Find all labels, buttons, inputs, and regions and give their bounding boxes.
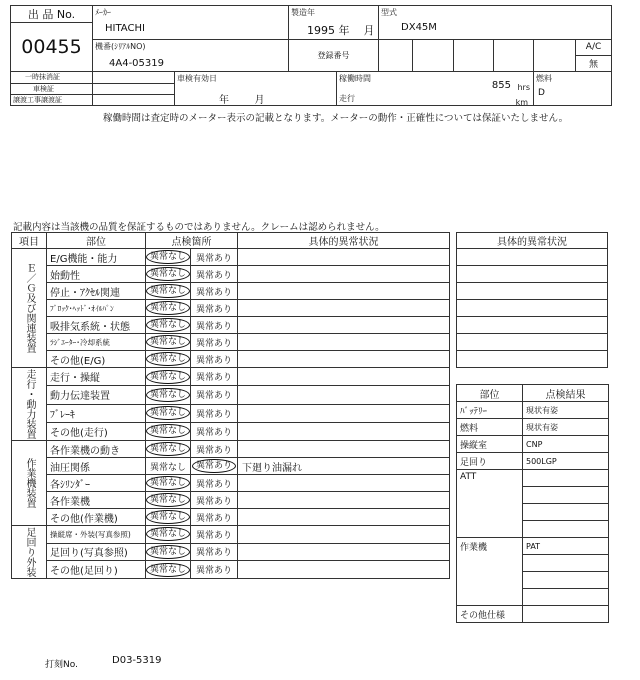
status-abnormal: 異常あり xyxy=(195,530,232,541)
status-abnormal: 異常あり xyxy=(195,548,232,559)
vehicle-cert-label: 車検証 xyxy=(11,83,93,94)
serial-value: 4A4-05319 xyxy=(109,57,164,69)
status-normal-cell xyxy=(146,526,191,544)
col-item: 項目 xyxy=(12,233,47,249)
status-abnormal-cell xyxy=(191,561,238,579)
model-label: 型式 xyxy=(381,8,398,17)
result-value: CNP xyxy=(523,436,609,453)
detail-text xyxy=(238,509,450,526)
status-abnormal: 異常あり xyxy=(195,253,232,264)
maker-cell xyxy=(93,6,289,40)
status-abnormal-cell xyxy=(191,422,238,440)
part-name: その他(足回り) xyxy=(47,561,146,579)
status-normal: 異常なし xyxy=(146,510,190,524)
result-part: ﾊﾞｯﾃﾘｰ xyxy=(457,402,523,419)
att-row xyxy=(523,504,609,521)
result-row xyxy=(457,419,609,436)
status-normal-cell xyxy=(146,300,191,317)
serial-cell xyxy=(93,39,289,72)
status-normal: 異常なし xyxy=(146,267,190,281)
inspection-table xyxy=(11,232,450,579)
detail-text xyxy=(238,317,450,334)
detail-text xyxy=(238,543,450,561)
part-name: ﾗｼﾞｴｰﾀｰ･冷却系統 xyxy=(47,334,146,351)
registration-label: 登録番号 xyxy=(289,39,379,72)
registration-box-2 xyxy=(413,39,454,72)
status-abnormal: 異常あり xyxy=(195,566,232,577)
inspection-label: 車検有効日 xyxy=(177,74,217,84)
inspection-row xyxy=(12,543,450,561)
lot-label: 出 品 No. xyxy=(11,6,93,23)
status-abnormal: 異常あり xyxy=(195,427,232,438)
att-row xyxy=(523,487,609,504)
status-abnormal-cell xyxy=(191,249,238,266)
year-value: 1995 年 月 xyxy=(307,24,375,37)
inspection-row xyxy=(12,317,450,334)
detail-text xyxy=(238,368,450,386)
inspection-row xyxy=(12,492,450,509)
temp-cert-box xyxy=(93,72,175,83)
result-value: 500LGP xyxy=(523,453,609,470)
att-row xyxy=(523,521,609,538)
inspection-row xyxy=(12,404,450,422)
stamp-label: 打刻No. xyxy=(45,660,78,670)
vehicle-cert-box xyxy=(93,83,175,94)
work-row xyxy=(523,572,609,589)
temp-cert-label: 一時抹消証 xyxy=(11,72,93,83)
work-row xyxy=(523,589,609,606)
results-table xyxy=(456,384,609,623)
transfer-cert-label: 譲渡工事譲渡証 xyxy=(11,94,93,105)
status-abnormal: 異常あり xyxy=(192,459,236,473)
maker-value: HITACHI xyxy=(105,23,145,34)
status-normal-cell xyxy=(146,404,191,422)
status-abnormal: 異常あり xyxy=(195,321,232,332)
status-normal: 異常なし xyxy=(146,352,190,366)
status-abnormal: 異常あり xyxy=(195,409,232,420)
status-abnormal: 異常あり xyxy=(195,287,232,298)
inspection-row xyxy=(12,441,450,458)
status-normal-cell xyxy=(146,334,191,351)
result-value: 現状有姿 xyxy=(523,419,609,436)
part-name: その他(走行) xyxy=(47,422,146,440)
status-normal: 異常なし xyxy=(146,370,190,384)
status-abnormal: 異常あり xyxy=(195,270,232,281)
inspection-row xyxy=(12,351,450,368)
registration-box-5 xyxy=(534,39,576,72)
status-abnormal-cell xyxy=(191,526,238,544)
status-normal-cell xyxy=(146,543,191,561)
model-cell xyxy=(379,6,612,40)
side-detail-row xyxy=(457,266,608,283)
status-normal-cell xyxy=(146,422,191,440)
result-part: 足回り xyxy=(457,453,523,470)
side-detail-row xyxy=(457,351,608,368)
status-abnormal-cell xyxy=(191,386,238,404)
status-normal-cell xyxy=(146,351,191,368)
status-abnormal-cell xyxy=(191,543,238,561)
detail-text xyxy=(238,422,450,440)
status-abnormal-cell xyxy=(191,368,238,386)
result-row xyxy=(457,402,609,419)
work-row: PAT xyxy=(523,538,609,555)
inspection-row xyxy=(12,526,450,544)
detail-text xyxy=(238,404,450,422)
work-label: 作業機 xyxy=(457,538,523,606)
result-row xyxy=(457,453,609,470)
inspection-row xyxy=(12,249,450,266)
detail-text xyxy=(238,386,450,404)
status-abnormal-cell xyxy=(191,492,238,509)
status-normal: 異常なし xyxy=(146,476,190,490)
status-abnormal-cell xyxy=(191,441,238,458)
result-part: 燃料 xyxy=(457,419,523,436)
status-normal: 異常なし xyxy=(146,406,190,420)
status-abnormal-cell xyxy=(191,458,238,475)
detail-text xyxy=(238,283,450,300)
group-label: 作業機装置 xyxy=(12,441,47,526)
inspection-row xyxy=(12,300,450,317)
hours-cell xyxy=(337,72,534,106)
status-normal-cell xyxy=(146,475,191,492)
fuel-label: 燃料 xyxy=(536,74,553,84)
header-table xyxy=(10,5,612,106)
status-abnormal-cell xyxy=(191,283,238,300)
other-spec-value xyxy=(523,606,609,623)
results-col-result: 点検結果 xyxy=(523,385,609,402)
inspection-row xyxy=(12,561,450,579)
side-detail-row xyxy=(457,317,608,334)
part-name: 各作業機の動き xyxy=(47,441,146,458)
fuel-value: D xyxy=(538,88,545,99)
status-normal: 異常なし xyxy=(146,284,190,298)
status-abnormal-cell xyxy=(191,300,238,317)
detail-text xyxy=(238,526,450,544)
col-point: 点検箇所 xyxy=(146,233,238,249)
group-label: 足回り外装 xyxy=(12,526,47,579)
status-abnormal: 異常あり xyxy=(195,479,232,490)
inspection-row xyxy=(12,368,450,386)
col-detail: 具体的異常状況 xyxy=(238,233,450,249)
status-normal: 異常なし xyxy=(149,462,186,473)
col-part: 部位 xyxy=(47,233,146,249)
status-abnormal-cell xyxy=(191,317,238,334)
other-spec-label: その他仕様 xyxy=(457,606,523,623)
status-abnormal-cell xyxy=(191,475,238,492)
detail-text: 下廻り油漏れ xyxy=(238,458,450,475)
status-abnormal: 異常あり xyxy=(195,373,232,384)
att-row xyxy=(523,470,609,487)
status-abnormal: 異常あり xyxy=(195,338,232,349)
disclaimer: 記載内容は当該機の品質を保証するものではありません。クレームは認められません。 xyxy=(13,222,385,233)
part-name: E/G機能・能力 xyxy=(47,249,146,266)
status-normal: 異常なし xyxy=(146,424,190,438)
work-row xyxy=(523,555,609,572)
status-normal: 異常なし xyxy=(146,388,190,402)
status-abnormal-cell xyxy=(191,509,238,526)
header-box xyxy=(10,5,611,106)
status-normal-cell xyxy=(146,561,191,579)
part-name: 各ｼﾘﾝﾀﾞｰ xyxy=(47,475,146,492)
part-name: 各作業機 xyxy=(47,492,146,509)
part-name: 走行・操縦 xyxy=(47,368,146,386)
result-part: 操縦室 xyxy=(457,436,523,453)
part-name: 停止・ｱｸｾﾙ関連 xyxy=(47,283,146,300)
detail-text xyxy=(238,351,450,368)
status-normal: 異常なし xyxy=(146,301,190,315)
result-row xyxy=(457,436,609,453)
inspection-row xyxy=(12,386,450,404)
detail-text xyxy=(238,441,450,458)
inspection-cell xyxy=(175,72,337,106)
maker-label: ﾒｰｶｰ xyxy=(95,8,111,17)
group-label: 走行・動力装置 xyxy=(12,368,47,441)
detail-text xyxy=(238,561,450,579)
status-normal-cell xyxy=(146,283,191,300)
status-normal: 異常なし xyxy=(146,318,190,332)
side-detail-row xyxy=(457,249,608,266)
fuel-cell xyxy=(534,72,612,106)
year-label: 製造年 xyxy=(291,8,316,17)
ac-value: 無 xyxy=(576,55,612,71)
detail-text xyxy=(238,249,450,266)
serial-label: 機番(ｼﾘｱﾙNO) xyxy=(95,41,146,51)
status-normal-cell xyxy=(146,492,191,509)
part-name: ﾌﾞﾚｰｷ xyxy=(47,404,146,422)
status-normal-cell xyxy=(146,441,191,458)
inspection-row xyxy=(12,458,450,475)
status-normal-cell xyxy=(146,317,191,334)
status-abnormal: 異常あり xyxy=(195,496,232,507)
status-abnormal: 異常あり xyxy=(195,513,232,524)
side-detail-table xyxy=(456,232,608,368)
hours-value: 855 xyxy=(491,80,512,92)
part-name: 吸排気系統・状態 xyxy=(47,317,146,334)
inspection-row xyxy=(12,283,450,300)
hours-unit: hrs xyxy=(517,83,531,93)
group-label: Ｅ／Ｇ及び関連装置 xyxy=(12,249,47,368)
status-normal: 異常なし xyxy=(146,527,190,541)
status-abnormal: 異常あり xyxy=(195,391,232,402)
hours-label: 稼働時間 xyxy=(339,74,372,84)
status-normal-cell xyxy=(146,458,191,475)
result-value: 現状有姿 xyxy=(523,402,609,419)
part-name: 足回り(写真参照) xyxy=(47,543,146,561)
part-name: その他(E/G) xyxy=(47,351,146,368)
status-abnormal-cell xyxy=(191,351,238,368)
status-normal: 異常なし xyxy=(146,545,190,559)
status-normal: 異常なし xyxy=(146,250,190,264)
inspection-row xyxy=(12,334,450,351)
transfer-cert-box xyxy=(93,94,175,105)
inspection-row xyxy=(12,475,450,492)
ac-label: A/C xyxy=(576,39,612,55)
registration-box-3 xyxy=(454,39,494,72)
detail-text xyxy=(238,475,450,492)
inspection-row xyxy=(12,266,450,283)
inspection-table-wrap xyxy=(11,232,450,579)
status-abnormal-cell xyxy=(191,404,238,422)
part-name: 操縦席・外装(写真参照) xyxy=(47,526,146,544)
side-detail-wrap xyxy=(456,232,608,368)
status-normal-cell xyxy=(146,266,191,283)
model-value: DX45M xyxy=(401,22,437,33)
part-name: 油圧関係 xyxy=(47,458,146,475)
registration-box-1 xyxy=(379,39,413,72)
part-name: 始動性 xyxy=(47,266,146,283)
att-label: ATT xyxy=(457,470,523,538)
status-normal-cell xyxy=(146,368,191,386)
side-detail-row xyxy=(457,283,608,300)
results-col-part: 部位 xyxy=(457,385,523,402)
status-normal-cell xyxy=(146,249,191,266)
side-detail-row xyxy=(457,300,608,317)
detail-text xyxy=(238,266,450,283)
year-cell xyxy=(289,6,379,40)
part-name: その他(作業機) xyxy=(47,509,146,526)
status-abnormal-cell xyxy=(191,266,238,283)
detail-text xyxy=(238,334,450,351)
status-normal: 異常なし xyxy=(146,442,190,456)
km-unit: km xyxy=(515,98,529,106)
detail-text xyxy=(238,300,450,317)
detail-text xyxy=(238,492,450,509)
inspection-row xyxy=(12,509,450,526)
side-detail-title: 具体的異常状況 xyxy=(457,233,608,249)
travel-label: 走行 xyxy=(339,94,356,104)
status-abnormal: 異常あり xyxy=(195,355,232,366)
status-abnormal-cell xyxy=(191,334,238,351)
lot-number: 00455 xyxy=(11,23,93,72)
status-abnormal: 異常あり xyxy=(195,304,232,315)
part-name: 動力伝達装置 xyxy=(47,386,146,404)
inspection-row xyxy=(12,422,450,440)
status-normal-cell xyxy=(146,509,191,526)
hours-note: 稼働時間は査定時のメーター表示の記載となります。メーターの動作・正確性については保証いたしません。 xyxy=(103,113,569,124)
registration-box-4 xyxy=(494,39,534,72)
side-detail-row xyxy=(457,334,608,351)
status-normal: 異常なし xyxy=(146,335,190,349)
stamp-value: D03-5319 xyxy=(112,655,162,666)
part-name: ﾌﾞﾛｯｸ･ﾍｯﾄﾞ･ｵｲﾙﾊﾟﾝ xyxy=(47,300,146,317)
status-normal-cell xyxy=(146,386,191,404)
status-normal: 異常なし xyxy=(146,493,190,507)
results-wrap xyxy=(456,384,609,623)
status-abnormal: 異常あり xyxy=(195,445,232,456)
inspection-date: 年 月 xyxy=(219,95,265,106)
status-normal: 異常なし xyxy=(146,563,190,577)
